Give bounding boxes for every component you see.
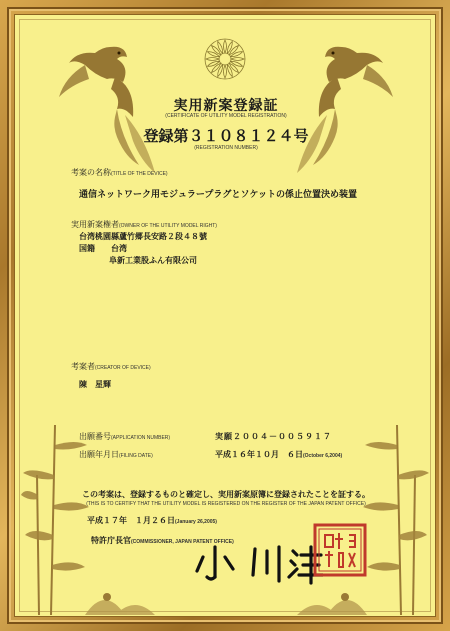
official-seal-icon xyxy=(313,523,367,577)
commissioner-label-en: (COMMISSIONER, JAPAN PATENT OFFICE) xyxy=(131,539,234,545)
device-label-row xyxy=(71,167,168,178)
registration-label: 登録第 xyxy=(143,127,189,145)
owner-company: 阜新工業股ふん有限公司 xyxy=(109,255,197,265)
device-name: 通信ネットワーク用モジュラープラグとソケットの係止位置決め装置 xyxy=(79,190,358,200)
filing-date: 平成１６年１０月 ６日 xyxy=(215,449,303,459)
commissioner-label: 特許庁長官 xyxy=(91,535,131,545)
application-label-row xyxy=(79,431,170,442)
certification-date: 平成１７年 １月２６日 xyxy=(87,515,175,525)
registration-en: (REGISTRATION NUMBER) xyxy=(194,145,258,151)
right-bamboo-icon xyxy=(361,415,431,615)
certification-date-en: (January 26,2005) xyxy=(175,519,217,525)
filing-label-en: (FILING DATE) xyxy=(119,453,153,459)
certificate-paper xyxy=(14,14,436,617)
registration-number: ３１０８１２４ xyxy=(188,127,294,145)
registration-line xyxy=(15,125,436,146)
owner-label-row xyxy=(71,219,217,230)
device-label-en: (TITLE OF THE DEVICE) xyxy=(111,171,168,177)
application-number: 実願２００４－００５９１７ xyxy=(215,431,332,441)
nationality-label: 国籍 xyxy=(79,243,95,253)
registration-suffix: 号 xyxy=(293,127,309,145)
filing-label: 出願年月日 xyxy=(79,450,119,459)
certification-date-row xyxy=(87,515,217,526)
creator-label-row xyxy=(71,361,151,372)
left-bamboo-icon xyxy=(21,415,91,615)
commissioner-signature xyxy=(193,543,323,585)
application-label-en: (APPLICATION NUMBER) xyxy=(111,435,171,441)
owner-label: 実用新案権者 xyxy=(71,220,119,229)
certificate-title: 実用新案登録証 xyxy=(173,98,279,114)
certification-statement-en: (THIS IS TO CERTIFY THAT THE UTILITY MODEL IS REGISTERED ON THE REGISTER OF THE JAPAN PATENT OFFICE) xyxy=(86,501,366,507)
certificate-title-en: (CERTIFICATE OF UTILITY MODEL REGISTRATION) xyxy=(165,113,287,119)
chrysanthemum-emblem-icon xyxy=(203,37,247,81)
filing-label-row xyxy=(79,449,153,460)
device-label: 考案の名称 xyxy=(71,168,111,177)
owner-address: 台湾桃園縣蘆竹郷長安路２段４８號 xyxy=(79,231,207,241)
owner-nationality-row xyxy=(79,243,127,254)
nationality-value: 台湾 xyxy=(111,243,127,253)
application-label: 出願番号 xyxy=(79,432,111,441)
filing-date-row xyxy=(215,449,342,460)
owner-label-en: (OWNER OF THE UTILITY MODEL RIGHT) xyxy=(119,223,217,229)
creator-label: 考案者 xyxy=(71,362,95,371)
filing-date-en: (October 6,2004) xyxy=(303,453,343,459)
certification-statement: この考案は、登録するものと確定し、実用新案原簿に登録されたことを証する。 xyxy=(82,489,370,499)
creator-name: 陳 星輝 xyxy=(79,379,111,389)
creator-label-en: (CREATOR OF DEVICE) xyxy=(95,365,151,371)
